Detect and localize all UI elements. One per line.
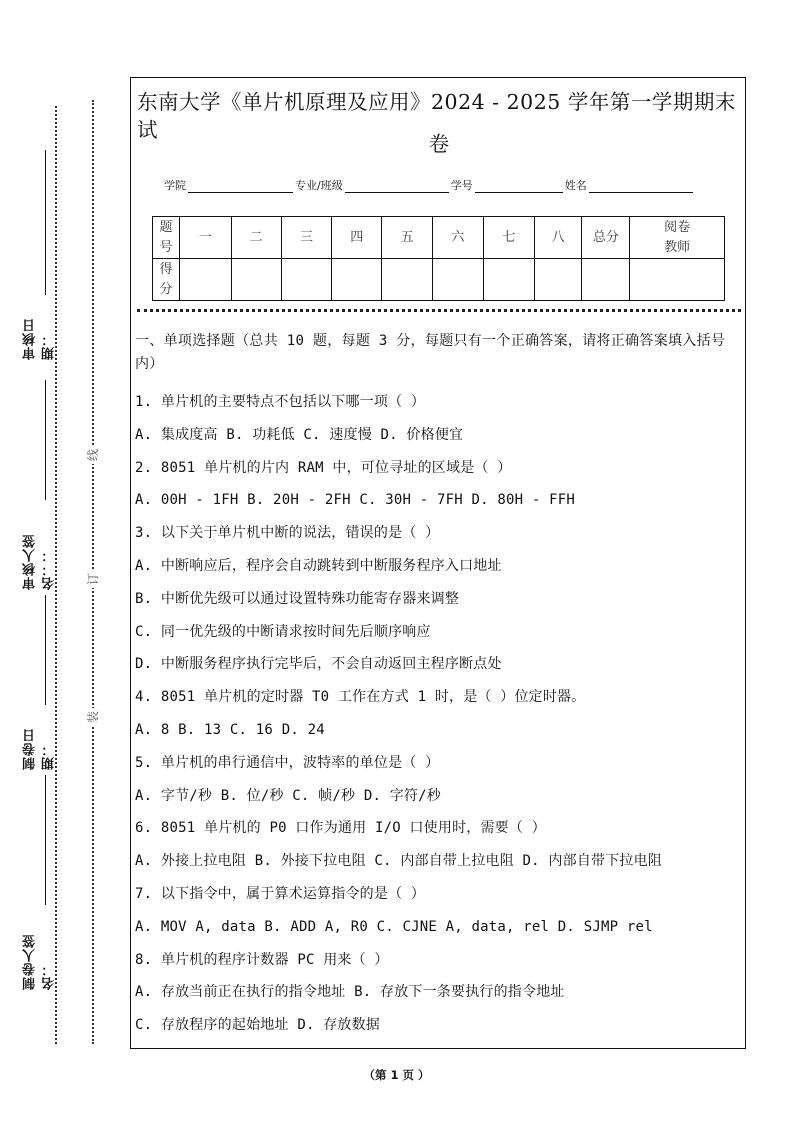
question-stem: 3. 以下关于单片机中断的说法，错误的是（ ）	[135, 525, 440, 542]
score-cell[interactable]	[281, 259, 332, 301]
question-options: A. 外接上拉电阻 B. 外接下拉电阻 C. 内部自带上拉电阻 D. 内部自带下拉电阻	[135, 853, 663, 870]
question-options: A. 集成度高 B. 功耗低 C. 速度慢 D. 价格便宜	[135, 426, 464, 443]
signature-underline[interactable]	[45, 775, 46, 905]
question-options: A. 存放当前正在执行的指令地址 B. 存放下一条要执行的指令地址	[135, 984, 565, 1001]
binding-mark: 订	[84, 570, 102, 588]
score-column-header: 二	[231, 217, 281, 259]
student-info-row	[164, 173, 724, 193]
question-number-label: 题 号	[159, 219, 173, 255]
score-table	[152, 216, 725, 301]
question-options: C. 同一优先级的中断请求按时间先后顺序响应	[135, 623, 431, 640]
question-options: A. 字节/秒 B. 位/秒 C. 帧/秒 D. 字符/秒	[135, 787, 441, 804]
score-cell[interactable]	[483, 259, 534, 301]
question-options: D. 中断服务程序执行完毕后，不会自动返回主程序断点处	[135, 656, 502, 673]
score-cell[interactable]	[534, 259, 582, 301]
exam-title: 东南大学《单片机原理及应用》2024 - 2025 学年第一学期期末试	[137, 90, 736, 142]
info-field-blank[interactable]	[475, 179, 563, 193]
exam-paper-frame	[130, 77, 746, 1049]
question-options: B. 中断优先级可以通过设置特殊功能寄存器来调整	[135, 590, 460, 607]
row-label-question-number	[153, 217, 180, 259]
question-options: A. 中断响应后，程序会自动跳转到中断服务程序入口地址	[135, 557, 502, 574]
score-column-header: 五	[382, 217, 433, 259]
score-cell[interactable]	[332, 259, 382, 301]
question-options: A. 00H - 1FH B. 20H - 2FH C. 30H - 7FH D. 80H - FFH	[135, 492, 576, 509]
page-number: （第 1 页 ）	[363, 1068, 430, 1082]
signature-underline[interactable]	[45, 595, 46, 705]
info-field-label: 姓名	[564, 179, 587, 192]
score-column-header: 阅卷 教师	[630, 217, 725, 259]
question-stem: 6. 8051 单片机的 P0 口作为通用 I/O 口使用时，需要（ ）	[135, 820, 546, 837]
question-stem: 2. 8051 单片机的片内 RAM 中，可位寻址的区域是（ ）	[135, 459, 512, 476]
question-stem: 4. 8051 单片机的定时器 T0 工作在方式 1 时，是（ ）位定时器。	[135, 689, 586, 706]
signature-field-label: 审核人签名：：	[23, 534, 57, 590]
signature-underline[interactable]	[45, 150, 46, 295]
score-label: 得 分	[159, 261, 173, 297]
question-stem: 7. 以下指令中，属于算术运算指令的是（ ）	[135, 885, 426, 902]
row-label-score	[153, 259, 180, 301]
score-column-header: 三	[281, 217, 332, 259]
question-stem: 5. 单片机的串行通信中，波特率的单位是（ ）	[135, 754, 440, 771]
question-stem: 1. 单片机的主要特点不包括以下哪一项（ ）	[135, 394, 426, 410]
score-table-header-row	[153, 217, 725, 259]
score-cell[interactable]	[630, 259, 725, 301]
question-list	[135, 386, 741, 1042]
info-field-label: 学院	[164, 179, 186, 192]
dotted-separator	[137, 309, 741, 312]
score-cell[interactable]	[433, 259, 484, 301]
signature-field-label: 制卷人签名：	[23, 934, 57, 990]
score-column-header: 七	[483, 217, 534, 259]
info-field-label: 学号	[450, 179, 473, 192]
score-column-header: 四	[332, 217, 382, 259]
score-cell[interactable]	[582, 259, 630, 301]
question-options: C. 存放程序的起始地址 D. 存放数据	[135, 1017, 381, 1034]
signature-underline[interactable]	[45, 380, 46, 500]
signature-field-label: 制卷日期：	[23, 728, 57, 770]
question-options: A. MOV A, data B. ADD A, R0 C. CJNE A, data, rel D. SJMP rel	[135, 918, 653, 935]
score-cell[interactable]	[231, 259, 281, 301]
signature-field-label: 审核日期：	[23, 318, 57, 360]
info-field-label: 专业/班级	[295, 179, 343, 192]
score-column-header: 六	[433, 217, 484, 259]
info-field-blank[interactable]	[188, 179, 293, 193]
info-field-blank[interactable]	[589, 179, 693, 193]
score-column-header: 总分	[582, 217, 630, 259]
question-stem: 8. 单片机的程序计数器 PC 用来（ ）	[135, 951, 389, 968]
score-table-score-row	[153, 259, 725, 301]
score-column-header: 八	[534, 217, 582, 259]
info-field-blank[interactable]	[345, 179, 449, 193]
score-column-header: 一	[179, 217, 231, 259]
binding-mark: 装	[84, 708, 102, 726]
score-cell[interactable]	[179, 259, 231, 301]
section-heading: 一、单项选择题（总共 10 题，每题 3 分，每题只有一个正确答案，请将正确答案填入括号内）	[135, 333, 726, 372]
question-options: A. 8 B. 13 C. 16 D. 24	[135, 721, 325, 738]
exam-title-continued: 卷	[428, 132, 450, 156]
binding-mark: 线	[84, 446, 102, 464]
score-cell[interactable]	[382, 259, 433, 301]
section-single-choice	[135, 330, 741, 1042]
